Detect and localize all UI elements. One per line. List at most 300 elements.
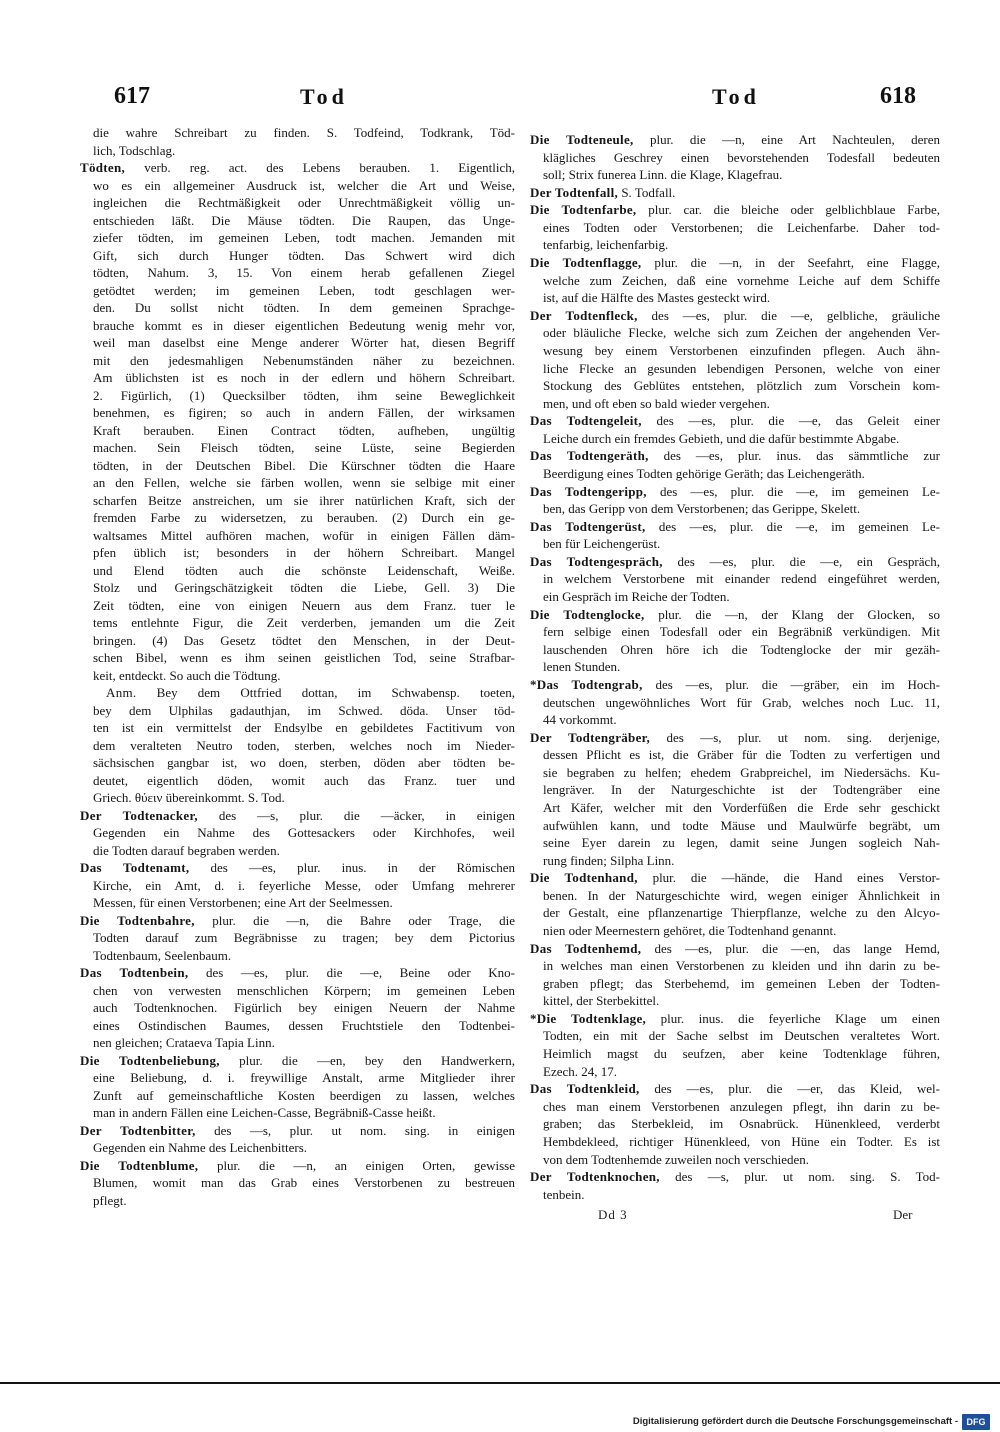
text-line bbox=[530, 289, 940, 307]
line-text: ben, das Geripp von dem Verstorbenen; das Gerippe, Skelett. bbox=[543, 501, 861, 517]
line-text: plur. die —n, eine Art Nachteulen, deren bbox=[633, 132, 940, 147]
line-text: 44 vorkommt. bbox=[543, 712, 617, 728]
text-line bbox=[530, 746, 940, 764]
text-line bbox=[530, 1045, 940, 1063]
headword: Das Todtenhemd, bbox=[530, 940, 642, 956]
line-text: benehmen, es figiren; so auch in andern Fällen, der wirksamen bbox=[93, 405, 515, 420]
text-line bbox=[530, 676, 940, 694]
line-text: soll; Strix funerea Linn. die Klage, Klagefrau. bbox=[543, 167, 783, 183]
text-line bbox=[530, 729, 940, 747]
line-text: des —es, plur. die —e, das Geleit einer bbox=[641, 413, 940, 429]
text-line bbox=[80, 754, 515, 772]
line-text: Todten, ein mit der Sache selbst im Deutschen veraltetes Wort. bbox=[543, 1028, 940, 1044]
line-text: man in andern Fällen eine Leichen-Casse, Begräbniß-Casse heißt. bbox=[93, 1105, 436, 1120]
text-line bbox=[530, 342, 940, 360]
headword: Das Todtenamt, bbox=[80, 860, 190, 875]
line-text: tenfarbig, leichenfarbig. bbox=[543, 237, 669, 253]
line-text: Stolz und Geringschätzigkeit tödten die Liebe, Gell. 3) Die bbox=[93, 580, 515, 595]
line-text: Stockung des Geblütes entstehen, plötzlich zum Vorschein kom- bbox=[543, 378, 940, 394]
text-line bbox=[80, 667, 515, 685]
headword: Die Todtenfarbe, bbox=[530, 202, 637, 218]
line-text: pflegt. bbox=[93, 1192, 127, 1208]
text-line bbox=[530, 447, 940, 465]
text-line bbox=[80, 334, 515, 352]
line-text: aufwühlen kann, und todte Mäuse und Maulwürfe begräbt, um bbox=[543, 817, 940, 833]
text-line bbox=[530, 570, 940, 588]
headword: Die Todtenbeliebung, bbox=[80, 1052, 220, 1068]
text-line bbox=[530, 1151, 940, 1169]
line-text: Heimlich magst du seufzen, aber keine Todtenklage führen, bbox=[543, 1046, 940, 1062]
line-text: Zunft auf gemeinschaftliche Kosten beerdigen zu lassen, welches bbox=[93, 1087, 515, 1103]
line-text: des —es, plur. die —er, das Kleid, wel- bbox=[639, 1081, 940, 1097]
line-text: dessen Pflicht es ist, die Gräber für die Todten zu verfertigen und bbox=[543, 747, 940, 763]
dictionary-entry bbox=[530, 412, 940, 447]
text-line bbox=[80, 684, 515, 702]
text-line bbox=[80, 1052, 515, 1070]
headword: Die Todtenhand, bbox=[530, 870, 638, 886]
line-text: plur. die —n, die Bahre oder Trage, die bbox=[194, 912, 515, 928]
line-text: auch Todtenknochen. Figürlich bey einigen Neuern der Nahme bbox=[93, 1000, 515, 1015]
line-text: Ezech. 24, 17. bbox=[543, 1063, 618, 1079]
text-line bbox=[80, 352, 515, 370]
line-text: plur. die —n, der Klang der Glocken, so bbox=[644, 606, 940, 622]
line-text: Todtenbaum, Seelenbaum. bbox=[93, 947, 232, 963]
line-text: lengräver. In der Naturgeschichte ist der Todtengräber eine bbox=[543, 782, 940, 798]
text-line bbox=[80, 369, 515, 387]
text-line bbox=[80, 404, 515, 422]
dictionary-entry bbox=[530, 201, 940, 254]
dictionary-entry bbox=[80, 1052, 515, 1122]
text-line bbox=[530, 1010, 940, 1028]
headword: Der Todtenknochen, bbox=[530, 1169, 660, 1185]
line-text: des —es, plur. die —e, ein Gespräch, bbox=[662, 553, 940, 569]
text-line bbox=[530, 764, 940, 782]
line-text: bey dem Ulphilas gadauthjan, im Schwed. döda. Unser töd- bbox=[93, 702, 515, 718]
text-line bbox=[530, 940, 940, 958]
line-text: von dem Todtenhemde zuweilen noch verschieden. bbox=[543, 1151, 809, 1167]
text-line bbox=[80, 772, 515, 790]
text-line bbox=[530, 184, 940, 202]
text-line bbox=[80, 527, 515, 545]
line-text: Hembdekleed, richtiger Hünenkleed, von Hüne ein Todter. Es ist bbox=[543, 1133, 940, 1149]
line-text: bringen. (4) Das Gesetz tödtet den Menschen, in der Deut- bbox=[93, 632, 515, 648]
line-text: brauche kommt es in dieser eigentlichen Bedeutung wenig mehr vor, bbox=[93, 317, 515, 333]
dictionary-entry bbox=[530, 606, 940, 676]
line-text: sächsischen gangbar ist, wo doen, sterben, döden aber tödten be- bbox=[93, 755, 515, 770]
line-text: plur. die —en, bey den Handwerkern, bbox=[219, 1052, 515, 1068]
line-text: klägliches Geschrey einen bevorstehenden Todesfall bedeuten bbox=[543, 149, 940, 165]
line-text: tödten, Nahum. 3, 15. Von einem herab gefallenen Ziegel bbox=[93, 265, 515, 280]
text-line bbox=[530, 149, 940, 167]
text-line bbox=[80, 439, 515, 457]
line-text: Gift, sich durch Hunger tödten. Das Schwert wird dich bbox=[93, 247, 515, 263]
text-line bbox=[80, 877, 515, 895]
text-line bbox=[80, 894, 515, 912]
line-text: schen Bibel, wenn es ihm seinen geistlichen Tod, seine Strafbar- bbox=[93, 650, 515, 665]
annotation-paragraph bbox=[80, 684, 515, 807]
line-text: Todten darauf zum Begräbnisse zu tragen; bey dem Pictorius bbox=[93, 930, 515, 945]
line-text: Kirche, ein Amt, d. i. feyerliche Messe, oder Umfang mehrerer bbox=[93, 877, 515, 893]
line-text: Blumen, womit man das Grab eines Verstorbenen zu bestreuen bbox=[93, 1175, 515, 1190]
line-text: plur. car. die bleiche oder gelblichblaue Farbe, bbox=[636, 202, 940, 218]
dictionary-entry bbox=[530, 676, 940, 729]
line-text: fern selbige einen Todesfall oder ein Begräbniß verkündigen. Mit bbox=[543, 624, 940, 640]
text-line bbox=[530, 236, 940, 254]
text-line bbox=[80, 509, 515, 527]
text-line bbox=[80, 859, 515, 877]
line-text: rung finden; Silpha Linn. bbox=[543, 852, 675, 868]
text-line bbox=[80, 789, 515, 807]
line-text: den. Du sollst nicht tödten. In dem gemeinen Sprachge- bbox=[93, 300, 515, 315]
line-text: welche zum Zeichen, daß eine vornehme Leiche auf dem Schiffe bbox=[543, 272, 940, 288]
text-line bbox=[530, 975, 940, 993]
line-text: plur. die —n, an einigen Orten, gewisse bbox=[198, 1157, 515, 1173]
text-line bbox=[80, 457, 515, 475]
text-line bbox=[80, 807, 515, 825]
sheet-signature: Dd 3 bbox=[598, 1207, 628, 1222]
dictionary-entry bbox=[530, 729, 940, 870]
text-line bbox=[80, 1104, 515, 1122]
line-text: keit, entdeckt. So auch die Tödtung. bbox=[93, 667, 281, 683]
text-line bbox=[80, 317, 515, 335]
headword: *Die Todtenklage, bbox=[530, 1010, 647, 1026]
note-label: Anm. bbox=[106, 685, 137, 700]
text-line bbox=[80, 212, 515, 230]
line-text: ingleichen die Rechtmäßigkeit oder Unrechtmäßigkeit völlig un- bbox=[93, 195, 515, 210]
line-text: S. Todfall. bbox=[618, 184, 676, 200]
text-line bbox=[530, 694, 940, 712]
text-line bbox=[80, 177, 515, 195]
line-text: plur. inus. die feyerliche Klage um einen bbox=[646, 1010, 940, 1026]
text-line bbox=[530, 483, 940, 501]
headword: Die Todtenglocke, bbox=[530, 606, 645, 622]
dictionary-entry bbox=[530, 869, 940, 939]
text-line bbox=[530, 360, 940, 378]
line-text: ches man einem Verstorbenen anzulegen pflegt, ihn darin zu be- bbox=[543, 1098, 940, 1114]
text-line bbox=[530, 1115, 940, 1133]
line-text: und Elend tödten auch die schönste Leidenschaft, Weiße. bbox=[93, 562, 515, 578]
catchword: Der bbox=[893, 1207, 913, 1222]
text-line bbox=[80, 597, 515, 615]
line-text: ein Gespräch im Reiche der Todten. bbox=[543, 589, 730, 605]
line-text: 2. Figürlich, (1) Quecksilber tödten, ihm seine Beweglichkeit bbox=[93, 387, 515, 403]
text-line bbox=[80, 737, 515, 755]
line-text: plur. die —hände, die Hand eines Verstor- bbox=[637, 870, 940, 886]
line-text: wo es ein allgemeiner Ausdruck ist, welcher die Art und Weise, bbox=[93, 177, 515, 193]
dictionary-entry bbox=[530, 447, 940, 482]
text-line bbox=[530, 992, 940, 1010]
text-line bbox=[530, 254, 940, 272]
line-text: Leiche durch ein fremdes Gebieth, und die dafür bestimmte Abgabe. bbox=[543, 430, 900, 446]
text-line bbox=[530, 1080, 940, 1098]
text-line bbox=[80, 824, 515, 842]
line-text: Gegenden ein Nahme des Gottesackers oder Kirchhofes, weil bbox=[93, 825, 515, 840]
text-line bbox=[80, 282, 515, 300]
line-text: die Todten darauf begraben werden. bbox=[93, 842, 280, 858]
text-line bbox=[530, 465, 940, 483]
text-line bbox=[530, 518, 940, 536]
text-line bbox=[80, 912, 515, 930]
headword: Die Todtenbahre, bbox=[80, 912, 195, 928]
text-line bbox=[530, 131, 940, 149]
line-text: des —es, plur. die —e, Beine oder Kno- bbox=[188, 965, 515, 980]
line-text: lich, Todschlag. bbox=[93, 142, 176, 158]
line-text: kittel, der Sterbekittel. bbox=[543, 993, 660, 1009]
line-text: getödtet werden; im gemeinen Leben, todt geschlagen wer- bbox=[93, 282, 515, 298]
text-line bbox=[80, 1174, 515, 1192]
headword: Der Todtenfleck, bbox=[530, 307, 638, 323]
headword: Das Todtenkleid, bbox=[530, 1081, 640, 1097]
text-line bbox=[530, 641, 940, 659]
dictionary-entry bbox=[530, 553, 940, 606]
line-text: pfen üblich ist; besonders in der höhern Schreibart. Mangel bbox=[93, 545, 515, 560]
dictionary-entry bbox=[530, 184, 940, 202]
dictionary-entry bbox=[80, 1157, 515, 1210]
dictionary-entry bbox=[530, 1010, 940, 1080]
headword: Das Todtengeleit, bbox=[530, 413, 642, 429]
dictionary-entry bbox=[530, 940, 940, 1010]
line-text: die wahre Schreibart zu finden. S. Todfeind, Todkrank, Töd- bbox=[93, 125, 515, 140]
right-page-column bbox=[530, 131, 940, 1203]
text-line bbox=[80, 719, 515, 737]
text-line bbox=[530, 658, 940, 676]
line-text: tenbein. bbox=[543, 1186, 585, 1202]
headword: Das Todtengeripp, bbox=[530, 483, 647, 499]
text-line bbox=[530, 377, 940, 395]
continued-text bbox=[80, 124, 515, 159]
text-line bbox=[530, 711, 940, 729]
line-text: in welches man einen Verstorbenen zu kleiden und ihn darin zu be- bbox=[543, 958, 940, 974]
line-text: benen. In der Naturgeschichte wird, wegen einiger Ähnlichkeit in bbox=[543, 887, 940, 903]
line-text: entschieden läßt. Die Mäuse tödten. Die Raupen, das Unge- bbox=[93, 212, 515, 228]
dictionary-entry bbox=[80, 159, 515, 684]
text-line bbox=[530, 834, 940, 852]
line-text: in welchem Verstorbene mit einander redend eingeführet werden, bbox=[543, 571, 940, 587]
dfg-logo: DFG bbox=[962, 1414, 990, 1430]
text-line bbox=[530, 535, 940, 553]
text-line bbox=[530, 307, 940, 325]
line-text: deutet, eigentlich döden, womit auch das Franz. tuer und bbox=[93, 772, 515, 788]
text-line bbox=[530, 412, 940, 430]
line-text: eines Todten oder Verstorbenen; die Leichenfarbe. Daher tod- bbox=[543, 219, 940, 235]
line-text: des —es, plur. die —gräber, ein im Hoch- bbox=[642, 676, 940, 692]
text-line bbox=[80, 929, 515, 947]
dictionary-entry bbox=[80, 912, 515, 965]
text-line bbox=[80, 124, 515, 142]
line-text: des —s, plur. die —äcker, in einigen bbox=[197, 807, 515, 823]
text-line bbox=[80, 247, 515, 265]
line-text: men, und oft eben so bald wieder vergehen. bbox=[543, 395, 770, 411]
headword: Die Todteneule, bbox=[530, 132, 634, 147]
text-line bbox=[80, 702, 515, 720]
text-line bbox=[80, 544, 515, 562]
dictionary-entry bbox=[530, 483, 940, 518]
text-line bbox=[80, 1192, 515, 1210]
line-text: des —es, plur. die —e, gelbliche, gräuliche bbox=[637, 307, 940, 323]
line-text: machen. Sein Fleisch tödten, seine Lüste, seine Begierden bbox=[93, 440, 515, 455]
line-text: des —es, plur. inus. in der Römischen bbox=[189, 860, 515, 875]
text-line bbox=[530, 1168, 940, 1186]
dictionary-entry bbox=[80, 859, 515, 912]
line-text: sie begraben zu helfen; ehedem Grabpreichel, im Niedersächs. Ku- bbox=[543, 764, 940, 780]
text-line bbox=[80, 422, 515, 440]
headword: Der Todtengräber, bbox=[530, 729, 651, 745]
text-line bbox=[80, 579, 515, 597]
text-line bbox=[80, 1122, 515, 1140]
line-text: deutschen ungewöhnliches Wort für Grab, welches noch Luc. 11, bbox=[543, 694, 940, 710]
line-text: des —es, plur. die —en, das lange Hemd, bbox=[641, 940, 940, 956]
text-line bbox=[530, 166, 940, 184]
text-line bbox=[80, 947, 515, 965]
dictionary-entry bbox=[530, 1168, 940, 1203]
text-line bbox=[80, 299, 515, 317]
line-text: Art Käfer, welcher mit den Vorderfüßen die Erde sehr geschickt bbox=[543, 799, 940, 815]
line-text: Am üblichsten ist es noch in der edlern und höhern Schreibart. bbox=[93, 370, 515, 385]
text-line bbox=[530, 1133, 940, 1151]
line-text: plur. die —n, in der Seefahrt, eine Flagge, bbox=[641, 255, 940, 271]
line-text: des —es, plur. inus. das sämmtliche zur bbox=[648, 448, 940, 464]
text-line bbox=[530, 869, 940, 887]
text-line bbox=[80, 474, 515, 492]
text-line bbox=[530, 553, 940, 571]
text-line bbox=[80, 1069, 515, 1087]
line-text: Griech. θύειν übereinkommt. S. Tod. bbox=[93, 790, 285, 805]
line-text: oder bläuliche Flecke, welche sich zum Zeichen der angehenden Ver- bbox=[543, 325, 940, 341]
text-line bbox=[530, 324, 940, 342]
text-line bbox=[80, 142, 515, 160]
text-line bbox=[530, 957, 940, 975]
text-line bbox=[80, 964, 515, 982]
line-text: des —s, plur. ut nom. sing. derjenige, bbox=[650, 729, 940, 745]
line-text: Bey dem Ottfried dottan, im Schwabensp. toeten, bbox=[136, 685, 515, 700]
text-line bbox=[530, 799, 940, 817]
dictionary-entry bbox=[530, 1080, 940, 1168]
line-text: lauschenden Ohren höre ich die Todtenglocke der mir gezäh- bbox=[543, 641, 940, 657]
line-text: des —es, plur. die —e, im gemeinen Le- bbox=[645, 518, 940, 534]
text-line bbox=[530, 904, 940, 922]
headword: Das Todtengeräth, bbox=[530, 448, 649, 464]
text-line bbox=[530, 219, 940, 237]
headword: Die Todtenflagge, bbox=[530, 255, 642, 271]
text-line bbox=[80, 999, 515, 1017]
text-line bbox=[80, 1087, 515, 1105]
line-text: eine Beliebung, d. i. freywillige Anstalt, arme Mitglieder ihrer bbox=[93, 1070, 515, 1085]
line-text: scharfen Beitze anstreichen, um sie ihrer natürlichen Kraft, sich der bbox=[93, 492, 515, 508]
line-text: fremden Farbe zu widersetzen, zu berauben. (2) Durch ein ge- bbox=[93, 510, 515, 525]
line-text: seine Eyer darein zu legen, damit seine Jungen sogleich Nah- bbox=[543, 835, 940, 851]
text-line bbox=[530, 588, 940, 606]
line-text: nen gleichen; Crataeva Tapia Linn. bbox=[93, 1035, 275, 1050]
page-number-left: 617 bbox=[114, 83, 150, 109]
dictionary-entry bbox=[80, 1122, 515, 1157]
text-line bbox=[80, 562, 515, 580]
text-line bbox=[80, 1017, 515, 1035]
text-line bbox=[530, 606, 940, 624]
running-head-left: Tod bbox=[300, 84, 348, 109]
line-text: lenen Stunden. bbox=[543, 659, 621, 675]
line-text: graben; das Sterbekleid, im Osnabrück. Hünenkleed, verderbt bbox=[543, 1116, 940, 1132]
text-line bbox=[80, 632, 515, 650]
line-text: ziefer tödten, im gemeinen Leben, todt machen. Jemanden mit bbox=[93, 230, 515, 245]
footer-divider bbox=[0, 1382, 1000, 1384]
text-line bbox=[530, 395, 940, 413]
line-text: Messen, für einen Verstorbenen; eine Art der Seelmessen. bbox=[93, 895, 393, 910]
text-line bbox=[530, 1098, 940, 1116]
text-line bbox=[530, 500, 940, 518]
line-text: dem veralteten Neutro toden, sterben, welches noch im Nieder- bbox=[93, 737, 515, 753]
line-text: des —s, plur. ut nom. sing. S. Tod- bbox=[659, 1169, 940, 1185]
line-text: waltsames Mittel aufhören machen, wofür in einigen Fällen däm- bbox=[93, 527, 515, 543]
dictionary-entry bbox=[530, 131, 940, 184]
line-text: mit den jedesmahligen Nebenumständen näher zu bezeichnen. bbox=[93, 352, 515, 368]
text-line bbox=[530, 852, 940, 870]
text-line bbox=[80, 842, 515, 860]
line-text: weil man daselbst eine Menge anderer Wörter hat, diesen Begriff bbox=[93, 335, 515, 350]
headword: Der Todtenacker, bbox=[80, 807, 198, 823]
line-text: tödten, in der Deutschen Bibel. Die Kürschner tödten die Haare bbox=[93, 457, 515, 473]
dictionary-entry bbox=[530, 254, 940, 307]
headword: Das Todtengespräch, bbox=[530, 553, 663, 569]
line-text: ben für Leichengerüst. bbox=[543, 536, 661, 552]
text-line bbox=[530, 272, 940, 290]
line-text: ten ist ein vermittelst der Endsylbe en gebildetes Factitivum von bbox=[93, 720, 515, 735]
text-line bbox=[80, 194, 515, 212]
dictionary-entry bbox=[530, 518, 940, 553]
line-text: des —s, plur. ut nom. sing. in einigen bbox=[195, 1122, 515, 1138]
line-text: chen von verwesten menschlichen Körpern; im gemeinen Leben bbox=[93, 982, 515, 998]
line-text: Beerdigung eines Todten gehörige Geräth; das Leichengeräth. bbox=[543, 465, 865, 481]
line-text: liche Flecke an gesunden lebendigen Personen, welche von einer bbox=[543, 360, 940, 376]
text-line bbox=[80, 1139, 515, 1157]
dictionary-entry bbox=[530, 307, 940, 412]
headword: Der Todtenbitter, bbox=[80, 1122, 196, 1138]
headword: Die Todtenblume, bbox=[80, 1157, 199, 1173]
text-line bbox=[530, 430, 940, 448]
text-line bbox=[80, 264, 515, 282]
line-text: verb. reg. act. des Lebens berauben. 1. Eigentlich, bbox=[125, 160, 515, 175]
text-line bbox=[530, 201, 940, 219]
text-line bbox=[80, 492, 515, 510]
line-text: Zeit tödten, eine von einigen Neuern aus dem Franz. tuer le bbox=[93, 597, 515, 613]
left-page-column bbox=[80, 124, 515, 1209]
text-line bbox=[530, 1186, 940, 1204]
text-line bbox=[80, 387, 515, 405]
line-text: des —es, plur. die —e, im gemeinen Le- bbox=[646, 483, 940, 499]
line-text: der Gestalt, eine pflanzenartige Thierpflanze, welche zu den Alcyo- bbox=[543, 905, 940, 921]
headword: Das Todtenbein, bbox=[80, 965, 189, 980]
headword: Tödten, bbox=[80, 160, 126, 175]
line-text: Gegenden ein Nahme des Leichenbitters. bbox=[93, 1140, 308, 1155]
text-line bbox=[80, 1157, 515, 1175]
headword: Der Todtenfall, bbox=[530, 184, 619, 200]
headword: *Das Todtengrab, bbox=[530, 676, 643, 692]
dictionary-entry bbox=[80, 964, 515, 1052]
text-line bbox=[80, 1034, 515, 1052]
text-line bbox=[530, 817, 940, 835]
line-text: eines Ostindischen Baumes, dessen Fruchtstiele den Todtenbei- bbox=[93, 1017, 515, 1033]
running-head-right: Tod bbox=[712, 84, 760, 109]
line-text: graben pflegt; das Sterbehemd, im gemeinen Leben der Todten- bbox=[543, 975, 940, 991]
line-text: wesung bey einem Verstorbenen einzufinden pflegen. Auch ähn- bbox=[543, 342, 940, 358]
text-line bbox=[530, 922, 940, 940]
text-line bbox=[530, 781, 940, 799]
text-line bbox=[530, 1063, 940, 1081]
text-line bbox=[530, 887, 940, 905]
dictionary-entry bbox=[80, 807, 515, 860]
text-line bbox=[530, 623, 940, 641]
line-text: an den Fellen, welche sie färben wollen, wenn sie selbige mit einer bbox=[93, 475, 515, 490]
line-text: nien oder Meernestern gehöret, die Todtenhand genannt. bbox=[543, 923, 837, 939]
